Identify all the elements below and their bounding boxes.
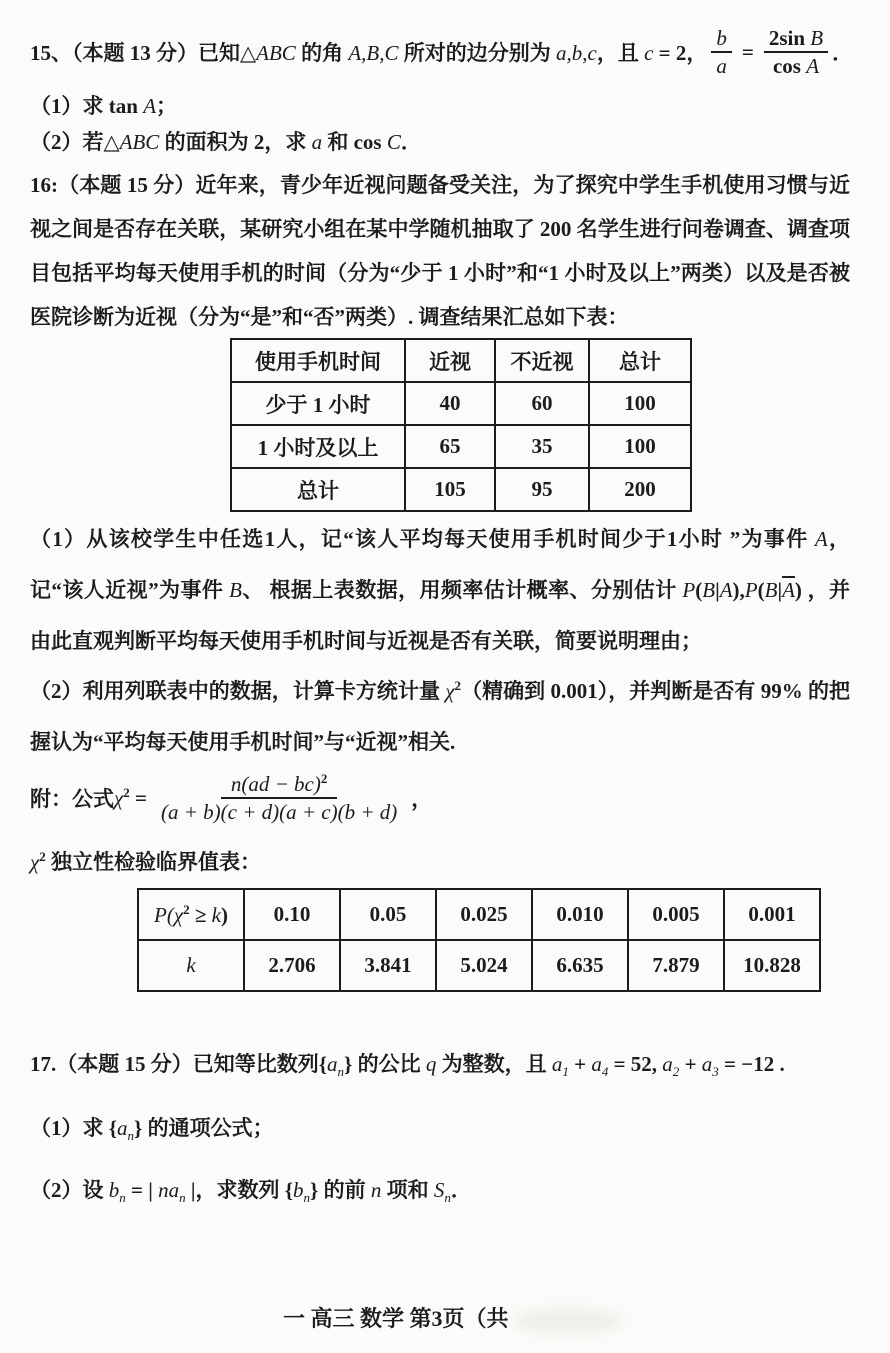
formula-lead: 附：公式 — [30, 787, 114, 811]
table-cell: 65 — [405, 425, 495, 468]
fraction-2sinB-over-cosA — [764, 26, 828, 78]
table-row — [231, 468, 691, 511]
chi-square-formula — [30, 760, 850, 836]
table-cell: 1 小时及以上 — [231, 425, 405, 468]
page-footer — [283, 1302, 623, 1333]
table-cell: 6.635 — [532, 940, 628, 991]
table-cell: 105 — [405, 468, 495, 511]
problem-17-part-1: （1）求 $\{a_n\}$ 的通项公式； — [30, 1116, 274, 1144]
table-cell: 35 — [495, 425, 589, 468]
table-cell: 200 — [589, 468, 691, 511]
table-cell: 总计 — [231, 468, 405, 511]
table-row — [231, 425, 691, 468]
formula-tail-comma: ， — [411, 787, 433, 811]
table-cell: 少于 1 小时 — [231, 382, 405, 425]
critical-values-table — [137, 888, 821, 992]
problem-15-part-1: （1）求 tan A； — [30, 94, 178, 118]
table-row — [231, 382, 691, 425]
table-row — [138, 889, 820, 940]
problem-16-intro: 16:（本题 15 分）近年来，青少年近视问题备受关注，为了探究中学生手机使用习惯与近视之间是否存在关联，某研究小组在某中学随机抽取了 200 名学生进行问卷调查、调查项目包括平均每天使用手机的时间（分为“少于 1 小时”和“1 小时及以上”两类）以及是否被医院诊断为近视（分为“是”和“否”两类）. 调查结果汇总如下表： — [30, 173, 850, 329]
table-cell: 0.10 — [244, 889, 340, 940]
table-cell: 60 — [495, 382, 589, 425]
fraction-denominator: (a + b)(c + d)(a + c)(b + d) — [160, 800, 398, 824]
table-header: 近视 — [405, 339, 495, 382]
table-header: 不近视 — [495, 339, 589, 382]
survey-contingency-table — [230, 338, 692, 512]
table-cell: 0.010 — [532, 889, 628, 940]
table-cell: 0.05 — [340, 889, 436, 940]
fraction-denominator: a — [716, 54, 727, 78]
chi-square-symbol: $\chi^2$ = — [114, 785, 147, 810]
table-cell: 5.024 — [436, 940, 532, 991]
table-cell: 40 — [405, 382, 495, 425]
problem-15-text: 15、（本题 13 分）已知△ABC 的角 A,B,C 所对的边分别为 a,b,c，且 c = 2， — [30, 41, 708, 65]
table-cell: 0.005 — [628, 889, 724, 940]
problem-17-part-2: （2）设 $b_n$ = | $na_n$ |，求数列 $\{b_n\}$ 的前 n 项和 $S_n$． — [30, 1178, 472, 1206]
equals-sign: = — [741, 39, 754, 64]
fraction-denominator: cos A — [772, 54, 820, 78]
table-cell: 0.025 — [436, 889, 532, 940]
problem-16-part-1: （1）从该校学生中任选1人，记“该人平均每天使用手机时间少于1小时 ”为事件 A，记“该人近视”为事件 B、 根据上表数据，用频率估计概率、分别估计 $P(B|A),P(B|\overline{A})$ ，并由此直观判断平均每天使用手机时间与近视是否有关联，简要说明理由； — [30, 527, 851, 653]
fraction-numerator: b — [711, 26, 732, 53]
table-cell: 0.001 — [724, 889, 820, 940]
fraction-numerator: 2sin B — [764, 26, 828, 53]
table-header: 总计 — [589, 339, 691, 382]
table-row — [138, 940, 820, 991]
scan-smudge — [513, 1309, 623, 1333]
sentence-period: ． — [832, 41, 854, 65]
problem-16-part-2: （2）利用列联表中的数据，计算卡方统计量 $\chi^2$（精确到 0.001），并判断是否有 99% 的把握认为“平均每天使用手机时间”与“近视”相关. — [30, 678, 850, 754]
chi-square-fraction — [151, 771, 407, 825]
table-cell: 100 — [589, 382, 691, 425]
table-cell: 10.828 — [724, 940, 820, 991]
table-header-row — [231, 339, 691, 382]
critical-values-label: $\chi^2$ 独立性检验临界值表： — [30, 849, 262, 874]
problem-15-part-2: （2）若△ABC 的面积为 2，求 a 和 cos C． — [30, 130, 422, 154]
fraction-b-over-a — [711, 26, 732, 78]
table-cell: 3.841 — [340, 940, 436, 991]
table-cell-p-chi: $P(\chi^2 \ge k)$ — [138, 889, 244, 940]
table-header: 使用手机时间 — [231, 339, 405, 382]
problem-17-heading: 17.（本题 15 分）已知等比数列$\{a_n\}$ 的公比 q 为整数，且 $a_1 + a_4 = 52$, $a_2 + a_3 = -12$ . — [30, 1052, 785, 1080]
page-footer-text: 一 高三 数学 第3页（共 — [283, 1306, 509, 1331]
table-cell-k: k — [138, 940, 244, 991]
table-cell: 2.706 — [244, 940, 340, 991]
fraction-numerator: n(ad − bc)$^2$ — [221, 771, 338, 799]
table-cell: 95 — [495, 468, 589, 511]
table-cell: 100 — [589, 425, 691, 468]
table-cell: 7.879 — [628, 940, 724, 991]
problem-15-heading — [30, 16, 854, 88]
